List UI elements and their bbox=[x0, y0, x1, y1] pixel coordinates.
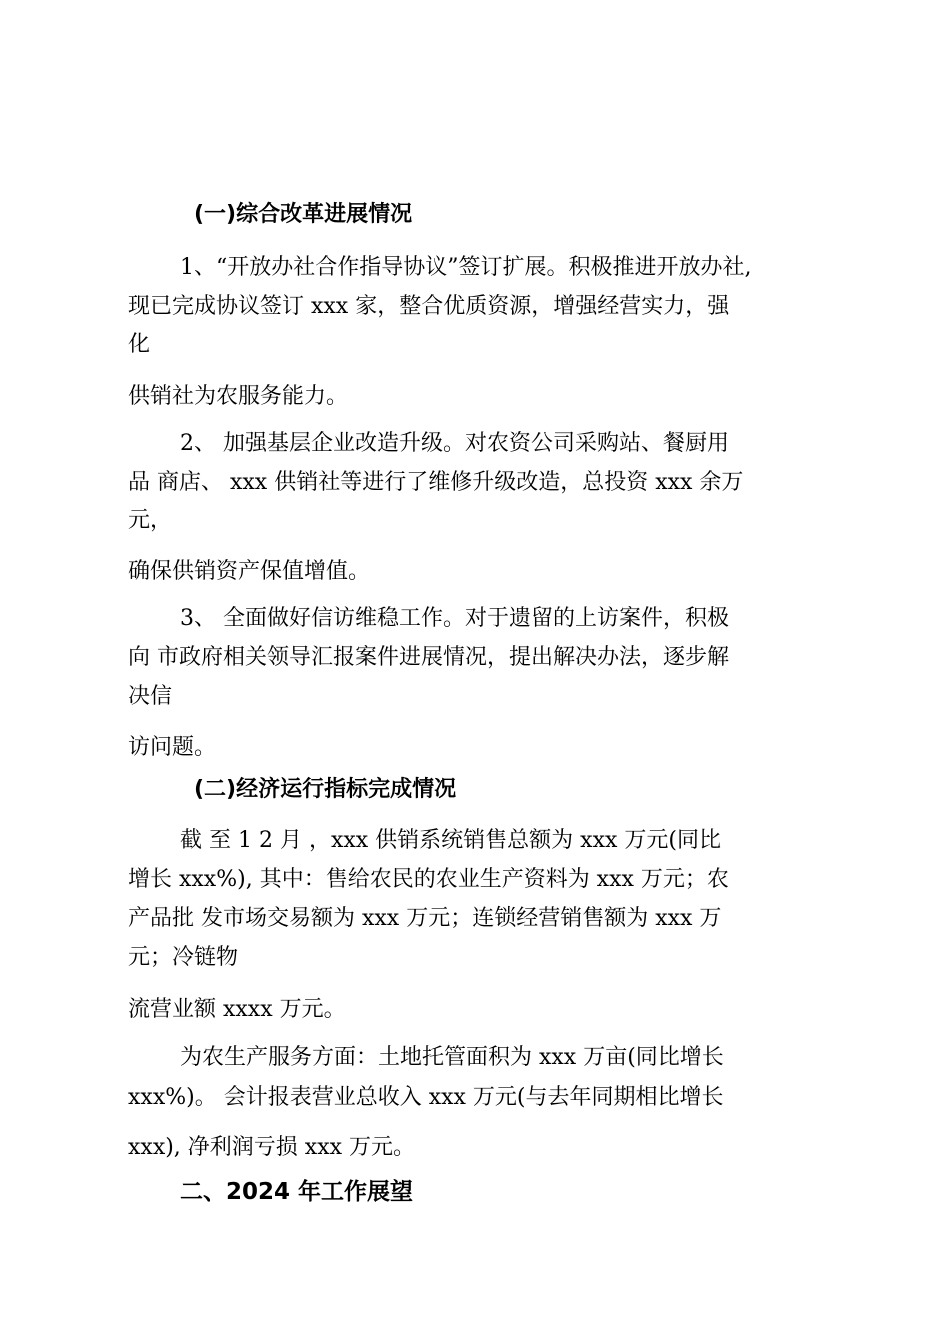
paragraph-line: 访问题。 bbox=[128, 735, 217, 760]
paragraph-line: 1、“开放办社合作指导协议”签订扩展。积极推进开放办社, bbox=[180, 255, 752, 280]
paragraph-line: 品 商店、 xxx 供销社等进行了维修升级改造，总投资 xxx 余万 bbox=[128, 470, 744, 495]
paragraph-line: 截 至 1 2 月 ，xxx 供销系统销售总额为 xxx 万元(同比 bbox=[180, 828, 721, 853]
paragraph-line: 确保供销资产保值增值。 bbox=[128, 559, 371, 584]
paragraph-line: xxx%)。 会计报表营业总收入 xxx 万元(与去年同期相比增长 bbox=[128, 1085, 724, 1110]
paragraph-line: xxx), 净利润亏损 xxx 万元。 bbox=[128, 1135, 415, 1160]
section-heading-2024-outlook: 二、2024 年工作展望 bbox=[180, 1179, 414, 1205]
paragraph-line: 元；冷链物 bbox=[128, 945, 239, 970]
paragraph-line: 决信 bbox=[128, 684, 173, 709]
paragraph-line: 3、 全面做好信访维稳工作。对于遗留的上访案件，积极 bbox=[180, 606, 729, 631]
section-heading-comprehensive-reform: (一)综合改革进展情况 bbox=[194, 202, 413, 227]
paragraph-line: 化 bbox=[128, 332, 151, 357]
paragraph-line: 元， bbox=[128, 508, 173, 533]
paragraph-line: 为农生产服务方面：土地托管面积为 xxx 万亩(同比增长 bbox=[180, 1045, 724, 1070]
paragraph-line: 产品批 发市场交易额为 xxx 万元；连锁经营销售额为 xxx 万 bbox=[128, 906, 722, 931]
section-heading-economic-indicators: (二)经济运行指标完成情况 bbox=[194, 777, 457, 802]
paragraph-line: 供销社为农服务能力。 bbox=[128, 384, 349, 409]
paragraph-line: 增长 xxx%), 其中：售给农民的农业生产资料为 xxx 万元；农 bbox=[128, 867, 729, 892]
paragraph-line: 现已完成协议签订 xxx 家，整合优质资源，增强经营实力，强 bbox=[128, 294, 730, 319]
paragraph-line: 向 市政府相关领导汇报案件进展情况，提出解决办法，逐步解 bbox=[128, 645, 729, 670]
paragraph-line: 2、 加强基层企业改造升级。对农资公司采购站、餐厨用 bbox=[180, 431, 729, 456]
paragraph-line: 流营业额 xxxx 万元。 bbox=[128, 997, 346, 1022]
